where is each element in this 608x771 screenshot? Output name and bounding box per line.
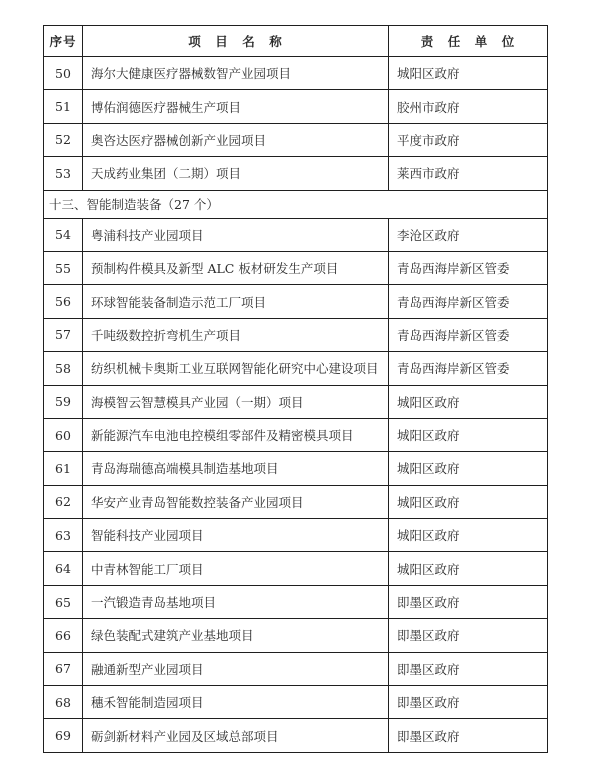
cell-project-name: 智能科技产业园项目 (83, 519, 389, 552)
cell-project-name: 海模智云智慧模具产业园（一期）项目 (83, 385, 389, 418)
cell-project-name: 穗禾智能制造园项目 (83, 686, 389, 719)
cell-no: 52 (44, 123, 83, 156)
cell-project-name: 青岛海瑞德高端模具制造基地项目 (83, 452, 389, 485)
table-header-row (44, 26, 548, 57)
table-row (44, 90, 548, 123)
cell-no: 56 (44, 285, 83, 318)
cell-responsible-unit: 即墨区政府 (389, 619, 548, 652)
table-row (44, 719, 548, 752)
header-no: 序号 (44, 26, 83, 57)
header-responsible-unit: 责 任 单 位 (389, 26, 548, 57)
cell-responsible-unit: 城阳区政府 (389, 385, 548, 418)
cell-no: 54 (44, 218, 83, 251)
table-row (44, 57, 548, 90)
table-row (44, 585, 548, 618)
cell-project-name: 千吨级数控折弯机生产项目 (83, 318, 389, 351)
table-row (44, 285, 548, 318)
cell-responsible-unit: 青岛西海岸新区管委 (389, 352, 548, 385)
cell-responsible-unit: 城阳区政府 (389, 452, 548, 485)
cell-responsible-unit: 即墨区政府 (389, 652, 548, 685)
cell-responsible-unit: 城阳区政府 (389, 552, 548, 585)
table-row (44, 452, 548, 485)
cell-responsible-unit: 胶州市政府 (389, 90, 548, 123)
project-table (43, 25, 548, 753)
section-label: 十三、智能制造装备（27 个） (44, 190, 548, 218)
cell-project-name: 华安产业青岛智能数控装备产业园项目 (83, 485, 389, 518)
cell-no: 68 (44, 686, 83, 719)
cell-responsible-unit: 青岛西海岸新区管委 (389, 285, 548, 318)
cell-responsible-unit: 即墨区政府 (389, 719, 548, 752)
table-row (44, 318, 548, 351)
table-row (44, 218, 548, 251)
cell-responsible-unit: 即墨区政府 (389, 585, 548, 618)
cell-no: 51 (44, 90, 83, 123)
table-row (44, 519, 548, 552)
cell-no: 69 (44, 719, 83, 752)
cell-no: 58 (44, 352, 83, 385)
cell-no: 59 (44, 385, 83, 418)
table-row (44, 552, 548, 585)
cell-no: 67 (44, 652, 83, 685)
cell-responsible-unit: 城阳区政府 (389, 418, 548, 451)
cell-no: 62 (44, 485, 83, 518)
cell-responsible-unit: 城阳区政府 (389, 57, 548, 90)
table-row (44, 485, 548, 518)
header-project-name: 项 目 名 称 (83, 26, 389, 57)
cell-no: 61 (44, 452, 83, 485)
cell-project-name: 环球智能装备制造示范工厂项目 (83, 285, 389, 318)
cell-no: 64 (44, 552, 83, 585)
cell-no: 57 (44, 318, 83, 351)
cell-no: 55 (44, 251, 83, 284)
cell-project-name: 粤浦科技产业园项目 (83, 218, 389, 251)
cell-project-name: 预制构件模具及新型 ALC 板材研发生产项目 (83, 251, 389, 284)
cell-project-name: 中青林智能工厂项目 (83, 552, 389, 585)
cell-project-name: 海尔大健康医疗器械数智产业园项目 (83, 57, 389, 90)
cell-project-name: 天成药业集团（二期）项目 (83, 157, 389, 190)
cell-no: 60 (44, 418, 83, 451)
cell-responsible-unit: 平度市政府 (389, 123, 548, 156)
cell-responsible-unit: 青岛西海岸新区管委 (389, 318, 548, 351)
cell-project-name: 绿色装配式建筑产业基地项目 (83, 619, 389, 652)
cell-project-name: 博佑润德医疗器械生产项目 (83, 90, 389, 123)
cell-responsible-unit: 城阳区政府 (389, 519, 548, 552)
cell-project-name: 纺织机械卡奥斯工业互联网智能化研究中心建设项目 (83, 352, 389, 385)
cell-project-name: 融通新型产业园项目 (83, 652, 389, 685)
table-row (44, 385, 548, 418)
cell-project-name: 新能源汽车电池电控模组零部件及精密模具项目 (83, 418, 389, 451)
table-row (44, 251, 548, 284)
table-row (44, 157, 548, 190)
table-row (44, 123, 548, 156)
cell-project-name: 一汽锻造青岛基地项目 (83, 585, 389, 618)
cell-responsible-unit: 即墨区政府 (389, 686, 548, 719)
cell-no: 66 (44, 619, 83, 652)
cell-responsible-unit: 李沧区政府 (389, 218, 548, 251)
cell-project-name: 砺剑新材料产业园及区域总部项目 (83, 719, 389, 752)
cell-project-name: 奥咨达医疗器械创新产业园项目 (83, 123, 389, 156)
cell-responsible-unit: 莱西市政府 (389, 157, 548, 190)
cell-no: 50 (44, 57, 83, 90)
cell-responsible-unit: 青岛西海岸新区管委 (389, 251, 548, 284)
cell-no: 65 (44, 585, 83, 618)
cell-responsible-unit: 城阳区政府 (389, 485, 548, 518)
table-row (44, 418, 548, 451)
table-row (44, 652, 548, 685)
table-row (44, 352, 548, 385)
table-row (44, 686, 548, 719)
cell-no: 53 (44, 157, 83, 190)
section-row (44, 190, 548, 218)
table-row (44, 619, 548, 652)
cell-no: 63 (44, 519, 83, 552)
